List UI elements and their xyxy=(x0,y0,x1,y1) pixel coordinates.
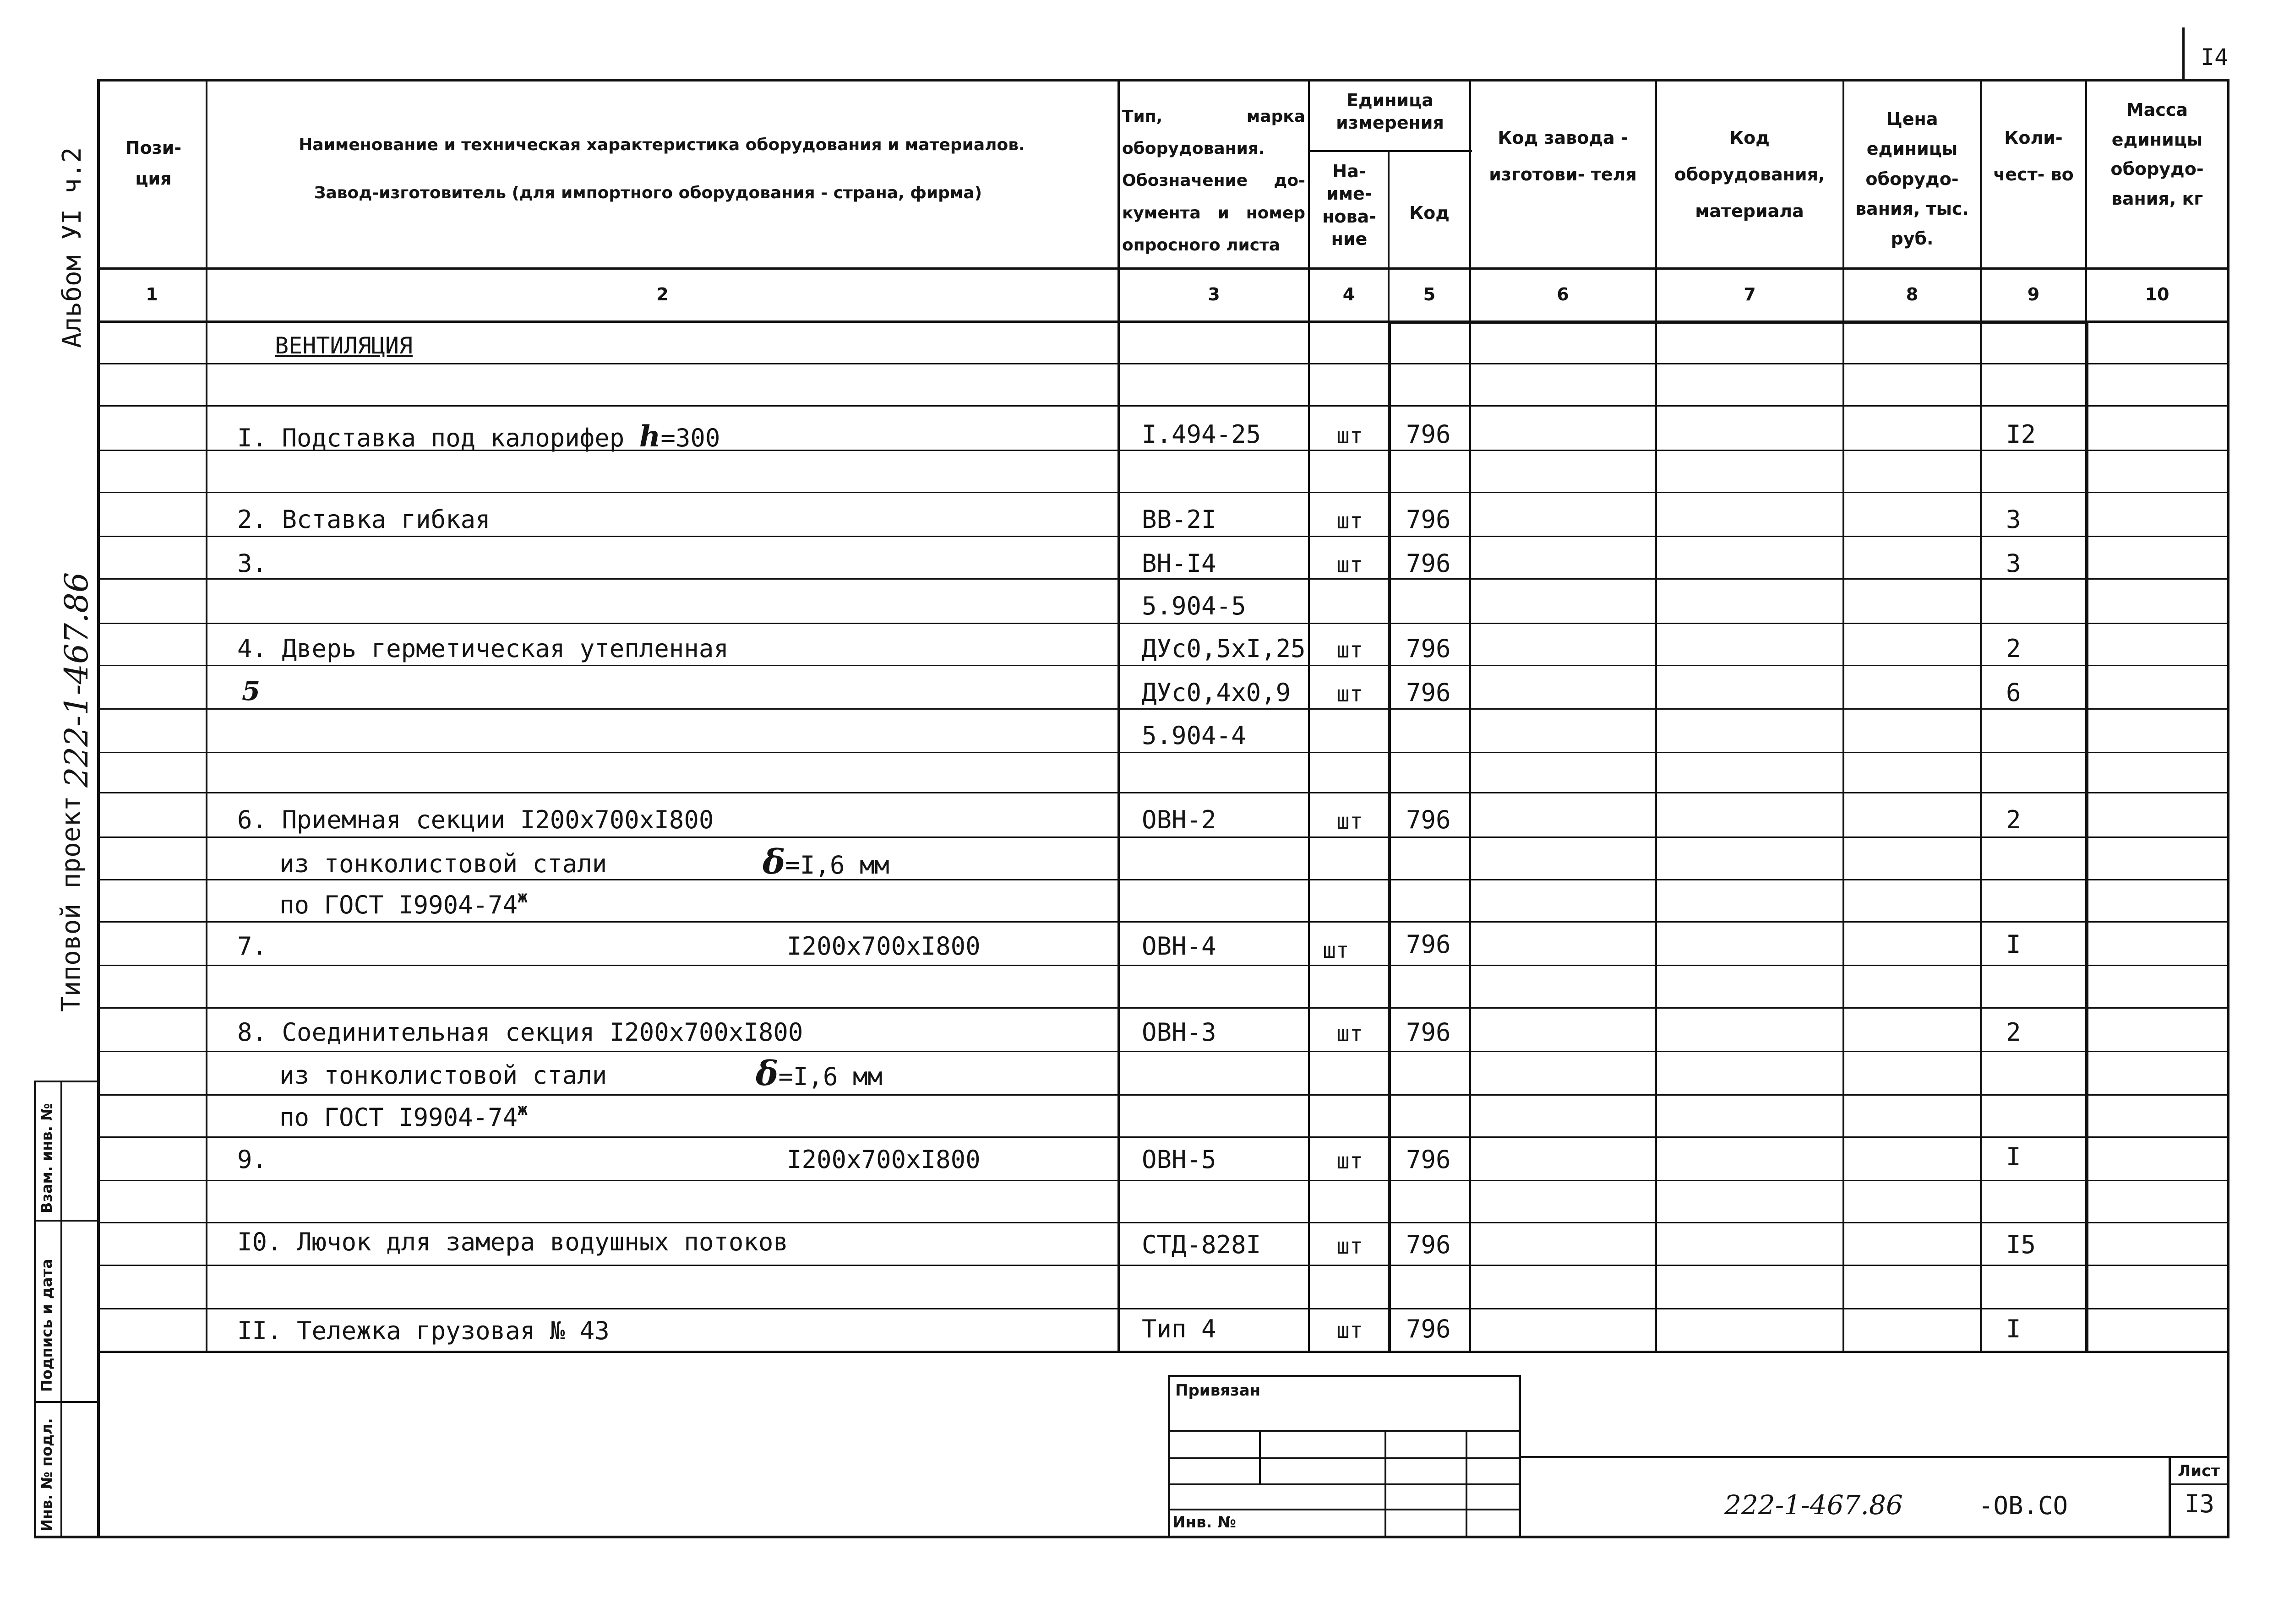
bind-row xyxy=(1168,1509,1521,1510)
row-name: из тонколистовой стали xyxy=(279,1061,607,1090)
stamp-label-replaced: Взам. инв. № xyxy=(38,1103,55,1213)
row-line xyxy=(98,1222,2229,1223)
row-line xyxy=(98,665,2229,666)
row-type: ВВ-2I xyxy=(1142,505,1216,534)
col-number: 10 xyxy=(2145,284,2169,304)
row-line xyxy=(98,1007,2229,1009)
top-number-box-left xyxy=(2182,27,2185,80)
row-dims: I200х700хI800 xyxy=(787,1145,981,1174)
col-line-6 xyxy=(1655,79,1657,1352)
row-code: 796 xyxy=(1406,1314,1451,1343)
row-type: ДУс0,5хI,25 xyxy=(1142,634,1306,663)
sheet-number: I3 xyxy=(2185,1489,2215,1518)
row-code: 796 xyxy=(1406,930,1451,959)
row-type: ВН-I4 xyxy=(1142,549,1216,578)
title-block-line xyxy=(1521,1456,2229,1458)
table-bottom-line xyxy=(98,1351,2229,1353)
col-number: 7 xyxy=(1744,284,1756,304)
row-name: 7. xyxy=(237,932,267,961)
row-line xyxy=(98,578,2229,580)
row-line xyxy=(98,492,2229,493)
row-code: 796 xyxy=(1406,805,1451,834)
row-line xyxy=(98,708,2229,710)
row-type: ОВН-4 xyxy=(1142,932,1216,961)
row-line xyxy=(98,965,2229,966)
row-code: 796 xyxy=(1406,1230,1451,1259)
row-dims: I200х700хI800 xyxy=(787,932,981,961)
col-number: 8 xyxy=(1906,284,1919,304)
row-qty: 2 xyxy=(2006,1018,2021,1047)
row-line xyxy=(98,752,2229,753)
col-line-3 xyxy=(1308,79,1310,1352)
row-name: 4. Дверь герметическая утепленная xyxy=(237,634,729,663)
row-unit: шт xyxy=(1336,1233,1363,1259)
stamp-sep-1 xyxy=(34,1220,99,1222)
thickness: δ=I,6 мм xyxy=(756,1054,883,1093)
album-label: Альбом УI ч.2 xyxy=(57,147,87,348)
sheet-box-left xyxy=(2169,1456,2171,1537)
row-name: из тонколистовой стали xyxy=(279,849,607,878)
bind-col xyxy=(1259,1430,1261,1483)
header-unit: Единица измерения xyxy=(1336,90,1444,133)
row-name: 6. Приемная секции I200х700хI800 xyxy=(237,805,714,834)
stamp-mid xyxy=(60,1081,62,1537)
header-bottom-line xyxy=(98,267,2229,270)
row-unit: шт xyxy=(1336,681,1363,707)
bind-box-top xyxy=(1168,1375,1521,1377)
row-type: ОВН-5 xyxy=(1142,1145,1216,1174)
section-title: ВЕНТИЛЯЦИЯ xyxy=(275,332,413,359)
frame-top xyxy=(98,79,2229,81)
row-type: Тип 4 xyxy=(1142,1314,1216,1343)
bind-row xyxy=(1168,1483,1521,1485)
row-unit: шт xyxy=(1336,1148,1363,1174)
header-name-line2: Завод-изготовитель (для импортного оборудования - страна, фирма) xyxy=(314,184,982,202)
row-name: 2. Вставка гибкая xyxy=(237,505,491,534)
col-number: 1 xyxy=(146,284,158,304)
row-type: 5.904-5 xyxy=(1142,592,1246,620)
frame-bottom xyxy=(34,1536,2229,1538)
header-unit-name: На- име- нова- ние xyxy=(1322,161,1376,250)
row-unit: шт xyxy=(1336,423,1363,449)
delta-symbol: δ xyxy=(756,1054,779,1093)
row-qty: I xyxy=(2006,1142,2021,1171)
row-qty: I2 xyxy=(2006,420,2036,449)
col-line-5 xyxy=(1469,79,1471,1352)
header-unit-code: Код xyxy=(1409,203,1450,223)
row-qty: I xyxy=(2006,1314,2021,1343)
document-code: 222-1-467.86 xyxy=(1724,1489,1903,1521)
header-unit-price: Цена единицы оборудо- вания, тыс. руб. xyxy=(1855,109,1969,249)
row-name: I. Подставка под калорифер h=300 xyxy=(237,419,720,454)
row-qty: 3 xyxy=(2006,549,2021,578)
row-name: 8. Соединительная секция I200х700хI800 xyxy=(237,1018,803,1047)
row-code: 796 xyxy=(1406,1145,1451,1174)
row-code: 796 xyxy=(1406,420,1451,449)
row-qty: 3 xyxy=(2006,505,2021,534)
document-suffix: -ОВ.СО xyxy=(1979,1491,2068,1520)
row-name: 9. xyxy=(237,1145,267,1174)
bind-box-left xyxy=(1168,1375,1170,1537)
row-name: по ГОСТ $I9904-74^ж$ xyxy=(279,888,528,919)
row-line xyxy=(98,1180,2229,1181)
row-line xyxy=(98,405,2229,407)
bold-box-top xyxy=(1388,320,2088,324)
row-code: 796 xyxy=(1406,634,1451,663)
row-line xyxy=(98,879,2229,880)
row-type: ДУс0,4х0,9 xyxy=(1142,678,1291,707)
bound-label: Привязан xyxy=(1175,1381,1261,1400)
row-code: 796 xyxy=(1406,549,1451,578)
col-number: 5 xyxy=(1423,284,1436,304)
stamp-label-signature: Подпись и дата xyxy=(38,1259,55,1392)
row-name: 5 xyxy=(242,675,261,706)
row-line xyxy=(98,792,2229,793)
thickness: δ=I,6 мм xyxy=(763,842,889,882)
delta-symbol: δ xyxy=(763,842,785,882)
row-type: 5.904-4 xyxy=(1142,721,1246,750)
row-qty: I xyxy=(2006,930,2021,959)
row-name: 3. xyxy=(237,549,267,578)
row-name: II. Тележка грузовая № 43 xyxy=(237,1316,610,1345)
row-qty: 2 xyxy=(2006,634,2021,663)
header-mass: Масса единицы оборудо- вания, кг xyxy=(2110,100,2204,209)
frame-right xyxy=(2227,79,2229,1537)
row-line xyxy=(98,1051,2229,1052)
row-type: I.494-25 xyxy=(1142,420,1261,449)
row-unit: шт xyxy=(1336,1318,1363,1343)
row-line xyxy=(98,921,2229,923)
row-code: 796 xyxy=(1406,1018,1451,1047)
header-equipment-code: Код оборудования, материала xyxy=(1674,128,1825,221)
typical-project-label: Типовой проект xyxy=(56,795,86,1012)
bind-col xyxy=(1385,1430,1386,1537)
row-code: 796 xyxy=(1406,678,1451,707)
row-type: ОВН-3 xyxy=(1142,1018,1216,1047)
row-line xyxy=(98,1265,2229,1266)
row-unit: шт xyxy=(1336,508,1363,534)
row-unit: шт xyxy=(1336,637,1363,663)
h-symbol: h xyxy=(639,419,661,454)
header-position: Пози- ция xyxy=(125,138,182,189)
col-number: 2 xyxy=(656,284,669,304)
row-code: 796 xyxy=(1406,505,1451,534)
bind-row xyxy=(1168,1430,1521,1432)
stamp-sep-2 xyxy=(34,1401,99,1403)
col-number: 9 xyxy=(2027,284,2040,304)
col-number: 3 xyxy=(1208,284,1220,304)
row-unit: шт xyxy=(1336,1021,1363,1047)
row-line xyxy=(98,536,2229,537)
row-name: по ГОСТ $I9904-74^ж$ xyxy=(279,1100,528,1132)
row-line xyxy=(98,1136,2229,1138)
sheet-label: Лист xyxy=(2178,1462,2220,1480)
bind-col xyxy=(1466,1430,1467,1537)
row-qty: 2 xyxy=(2006,805,2021,834)
col-line-8 xyxy=(1980,79,1982,1352)
top-page-number: I4 xyxy=(2201,44,2229,71)
row-qty: 6 xyxy=(2006,678,2021,707)
row-qty: I5 xyxy=(2006,1230,2036,1259)
col-number: 6 xyxy=(1557,284,1569,304)
row-line xyxy=(98,623,2229,624)
row-unit: шт xyxy=(1336,809,1363,834)
col-line-7 xyxy=(1842,79,1844,1352)
row-name: I0. Лючок для замера водушных потоков xyxy=(237,1228,788,1256)
header-type-mark: Тип, марка оборудования. Обозначение до- кумента и номер опросного листа xyxy=(1122,107,1305,255)
unit-subheader-line xyxy=(1309,150,1472,152)
row-type: ОВН-2 xyxy=(1142,805,1216,834)
sheet-box-mid xyxy=(2169,1483,2229,1485)
header-quantity: Коли- чест- во xyxy=(1993,128,2074,185)
col-line-2 xyxy=(1117,79,1120,1352)
row-type: СТД-828I xyxy=(1142,1230,1261,1259)
col-number: 4 xyxy=(1342,284,1355,304)
header-name-line1: Наименование и техническая характеристика оборудования и материалов. xyxy=(299,136,1025,154)
row-line xyxy=(98,1094,2229,1096)
row-line xyxy=(98,836,2229,838)
header-factory-code: Код завода - изготови- теля xyxy=(1489,128,1637,185)
inventory-label: Инв. № xyxy=(1172,1513,1237,1532)
row-unit: шт xyxy=(1336,552,1363,578)
stamp-left xyxy=(34,1081,36,1537)
stamp-top xyxy=(34,1081,99,1082)
row-unit: шт xyxy=(1323,938,1349,963)
stamp-label-original: Инв. № подл. xyxy=(38,1418,55,1532)
row-line xyxy=(98,1308,2229,1309)
bind-row xyxy=(1168,1457,1521,1459)
project-code-vertical: 222-1-467.86 xyxy=(58,572,95,788)
col-line-1 xyxy=(206,79,207,1352)
row-line xyxy=(98,363,2229,364)
